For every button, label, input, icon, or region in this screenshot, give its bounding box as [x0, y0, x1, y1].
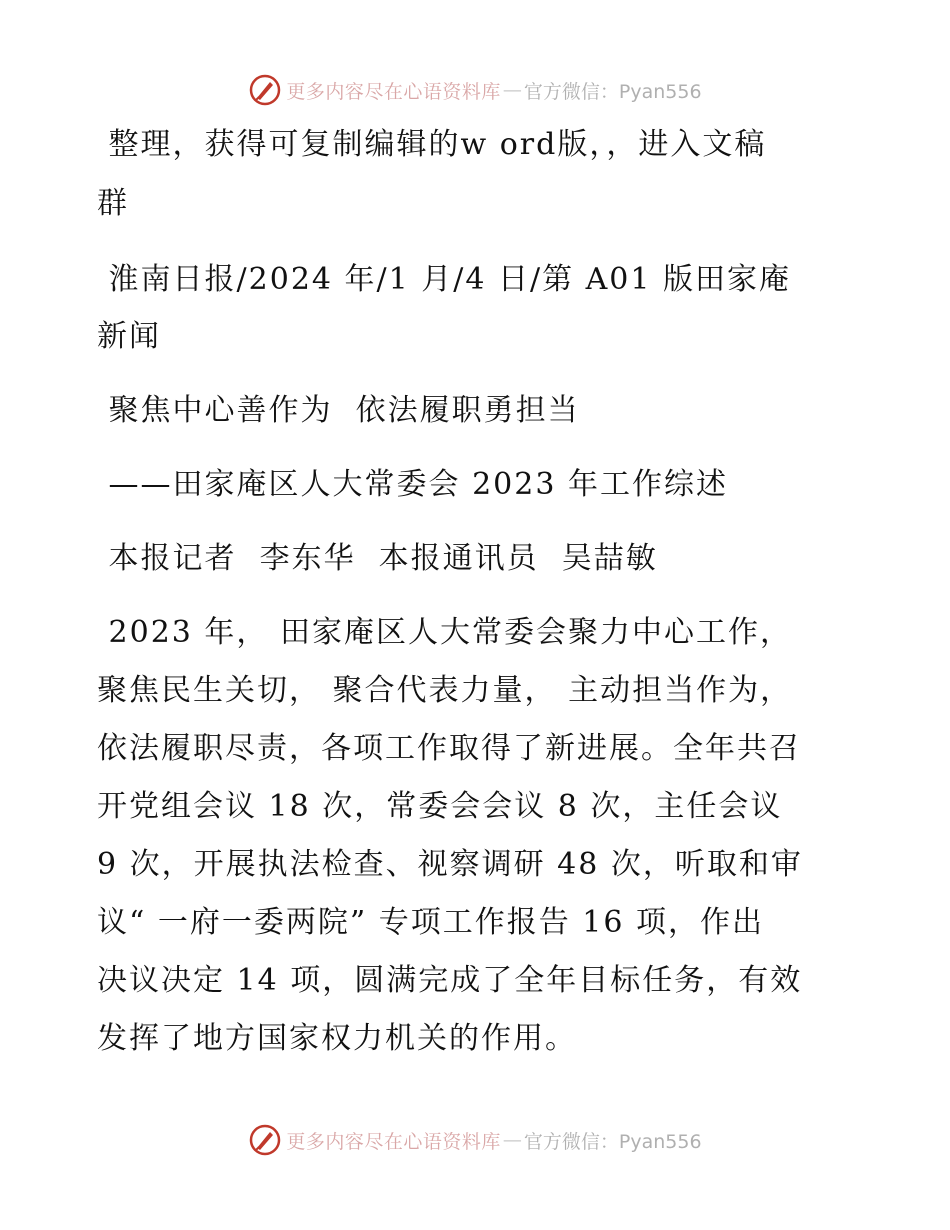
- text-line: 议“ 一府一委两院” 专项工作报告 16 项，作出: [97, 905, 764, 940]
- text-line: 决议决定 14 项，圆满完成了全年目标任务，有效: [97, 963, 803, 998]
- text-line: 开党组会议 18 次，常委会会议 8 次，主任会议: [97, 789, 783, 824]
- text-line: 聚焦民生关切， 聚合代表力量， 主动担当作为，: [97, 673, 793, 708]
- article-subtitle: ——田家庵区人大常委会 2023 年工作综述: [97, 467, 728, 502]
- quill-logo-icon: [248, 1123, 282, 1157]
- text-line: 淮南日报/2024 年/1 月/4 日/第 A01 版田家庵: [97, 262, 792, 297]
- text-line: 9 次，开展执法检查、视察调研 48 次，听取和审: [97, 847, 803, 882]
- watermark-site-text: 更多内容尽在心语资料库: [286, 80, 501, 103]
- text-line: 依法履职尽责，各项工作取得了新进展。全年共召: [97, 731, 801, 766]
- watermark-dash: —: [502, 79, 522, 101]
- watermark-dash: —: [502, 1129, 522, 1151]
- quill-logo-icon: [248, 73, 282, 107]
- text-line: 新闻: [97, 319, 161, 354]
- text-line: 群: [97, 186, 129, 221]
- article-title: 聚焦中心善作为 依法履职勇担当: [97, 393, 580, 428]
- byline: 本报记者 李东华 本报通讯员 吴喆敏: [97, 541, 658, 576]
- watermark-site-text: 更多内容尽在心语资料库: [286, 1130, 501, 1153]
- footer-watermark: [0, 1120, 950, 1160]
- header-watermark: [0, 70, 950, 110]
- watermark-wechat-text: 官方微信：Pyan556: [523, 1130, 702, 1153]
- text-line: 发挥了地方国家权力机关的作用。: [97, 1021, 577, 1056]
- watermark-wechat-text: 官方微信：Pyan556: [523, 80, 702, 103]
- text-line: 整理，获得可复制编辑的w ord版，，进入文稿: [97, 127, 767, 162]
- text-line: 2023 年， 田家庵区人大常委会聚力中心工作，: [97, 615, 792, 650]
